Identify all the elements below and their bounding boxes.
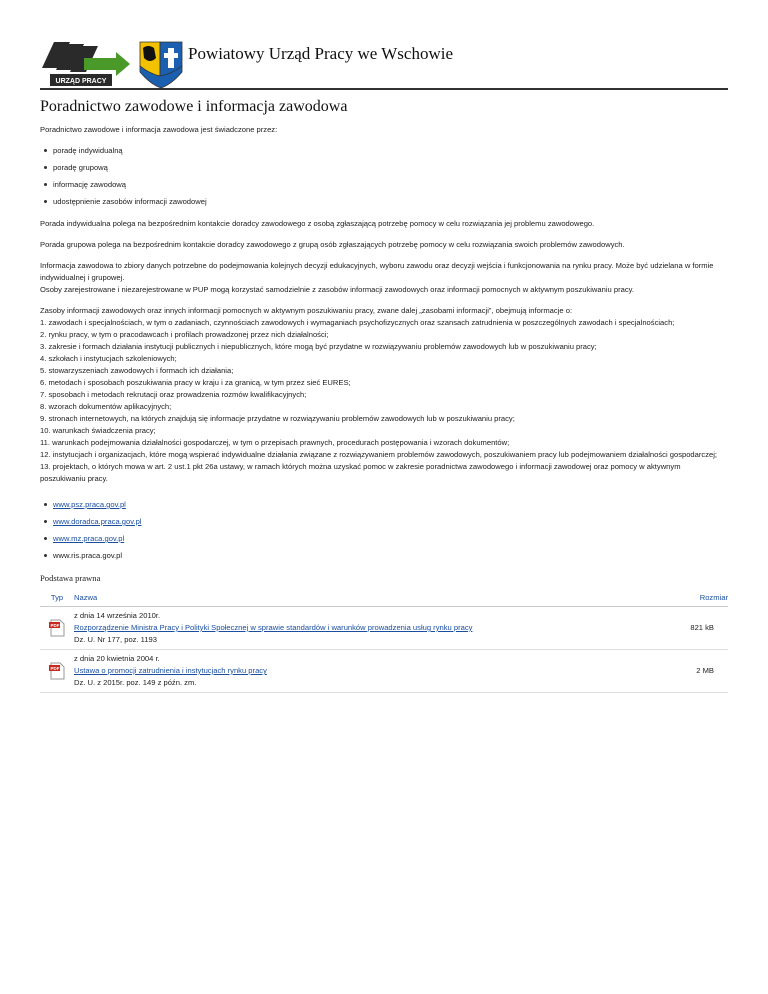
numbered-item: 2. rynku pracy, w tym o pracodawcach i profilach prowadzonej przez nich działalności; — [40, 330, 329, 339]
document-reference: Dz. U. z 2015r. poz. 149 z późn. zm. — [74, 678, 197, 687]
numbered-item: 10. warunkach świadczenia pracy; — [40, 426, 156, 435]
table-row — [40, 650, 728, 693]
header-type[interactable]: Typ — [40, 590, 74, 607]
svg-text:PDF: PDF — [50, 666, 60, 671]
size-cell: 821 kB — [668, 607, 728, 650]
numbered-list — [40, 317, 728, 485]
main-content — [40, 96, 728, 693]
urzad-pracy-logo[interactable] — [40, 38, 132, 88]
paragraph-info — [40, 260, 728, 296]
numbered-item: 4. szkołach i instytucjach szkoleniowych; — [40, 354, 177, 363]
legal-basis-heading: Podstawa prawna — [40, 573, 101, 583]
links-list — [40, 499, 728, 562]
table-header-row — [40, 590, 728, 607]
header-name[interactable]: Nazwa — [74, 590, 668, 607]
list-item — [53, 533, 728, 545]
svg-text:PDF: PDF — [50, 623, 60, 628]
type-cell — [40, 650, 74, 693]
numbered-item: 11. warunkach podejmowania działalności gospodarczej, w tym o przepisach prawnych, procedurach postępowania i wzorach dokumentów; — [40, 438, 510, 447]
list-item — [53, 516, 728, 528]
size-cell: 2 MB — [668, 650, 728, 693]
link-doradca[interactable]: www.doradca.praca.gov.pl — [53, 517, 142, 526]
svg-text:URZĄD PRACY: URZĄD PRACY — [55, 78, 107, 85]
list-item: poradę indywidualną — [53, 145, 728, 157]
numbered-item: 5. stowarzyszeniach zawodowych i formach ich działania; — [40, 366, 234, 375]
document-link[interactable]: Ustawa o promocji zatrudnienia i instytucjach rynku pracy — [74, 666, 267, 675]
documents-table — [40, 590, 728, 693]
list-item: udostępnienie zasobów informacji zawodowej — [53, 196, 728, 208]
list-item: informację zawodową — [53, 179, 728, 191]
link-psz[interactable]: www.psz.praca.gov.pl — [53, 500, 126, 509]
numbered-item: 12. instytucjach i organizacjach, które mogą wspierać indywidualne działania związane z rozwiązywaniem problemów zawodowych, poszukiwaniem pracy lub podejmowaniem działalności gospodarczej; — [40, 450, 718, 459]
header-size[interactable]: Rozmiar — [668, 590, 728, 607]
list-item — [53, 499, 728, 511]
pdf-icon[interactable] — [49, 619, 65, 637]
site-header — [40, 38, 728, 90]
name-cell — [74, 607, 668, 650]
document-link[interactable]: Rozporządzenie Ministra Pracy i Polityki Społecznej w sprawie standardów i warunków prowadzenia usług rynku pracy — [74, 623, 473, 632]
type-cell — [40, 607, 74, 650]
document-date: z dnia 14 września 2010r. — [74, 611, 161, 620]
numbered-item: 13. projektach, o których mowa w art. 2 ust.1 pkt 26a ustawy, w ramach których można uzyskać pomoc w zakresie poradnictwa zawodowego i informacji zawodowej oraz pomocy w aktywnym poszukiwaniu pracy. — [40, 462, 681, 483]
page-title: Poradnictwo zawodowe i informacja zawodowa — [40, 98, 348, 115]
numbered-item: 1. zawodach i specjalnościach, w tym o zadaniach, czynnościach zawodowych i wymaganiach psychofizycznych oraz szansach zatrudnienia w poszczególnych zawodach i specjalnościach; — [40, 318, 675, 327]
link-mz[interactable]: www.mz.praca.gov.pl — [53, 534, 125, 543]
name-cell — [74, 650, 668, 693]
list-item — [53, 550, 728, 562]
paragraph-info-b: Osoby zarejestrowane i niezarejestrowane w PUP mogą korzystać samodzielnie z zasobów informacji zawodowych oraz informacji pomocnych w aktywnym poszukiwaniu pracy. — [40, 285, 634, 294]
table-row — [40, 607, 728, 650]
numbered-item: 6. metodach i sposobach poszukiwania pracy w kraju i za granicą, w tym przez sieć EURES; — [40, 378, 351, 387]
header-divider — [40, 88, 728, 90]
paragraph-individual: Porada indywidualna polega na bezpośrednim kontakcie doradcy zawodowego z osobą zgłaszającą potrzebę pomocy w celu rozwiązania jej problemu zawodowego. — [40, 219, 595, 228]
pdf-icon[interactable] — [49, 662, 65, 680]
document-date: z dnia 20 kwietnia 2004 r. — [74, 654, 160, 663]
numbered-item: 8. wzorach dokumentów aplikacyjnych; — [40, 402, 172, 411]
paragraph-info-a: Informacja zawodowa to zbiory danych potrzebne do podejmowania kolejnych decyzji edukacyjnych, wyboru zawodu oraz decyzji wejścia i funkcjonowania na rynku pracy. Może być udzielana w formie indywidualnej i grupowej. — [40, 261, 714, 282]
intro-text: Poradnictwo zawodowe i informacja zawodowa jest świadczone przez: — [40, 125, 278, 134]
paragraph-resources — [40, 305, 728, 317]
service-forms-list — [40, 145, 728, 208]
resources-intro: Zasoby informacji zawodowych oraz innych informacji pomocnych w aktywnym poszukiwaniu pracy, zwane dalej „zasobami informacji”, obejmują informacje o: — [40, 306, 573, 315]
numbered-item: 3. zakresie i formach działania instytucji publicznych i niepublicznych, które mogą być przydatne w rozwiązywaniu problemów zawodowych lub w poszukiwaniu pracy; — [40, 342, 597, 351]
link-ris: www.ris.praca.gov.pl — [53, 551, 123, 560]
site-title: Powiatowy Urząd Pracy we Wschowie — [188, 44, 454, 63]
list-item: poradę grupową — [53, 162, 728, 174]
numbered-item: 7. sposobach i metodach rekrutacji oraz prowadzenia rozmów kwalifikacyjnych; — [40, 390, 307, 399]
document-reference: Dz. U. Nr 177, poz. 1193 — [74, 635, 158, 644]
paragraph-group: Porada grupowa polega na bezpośrednim kontakcie doradcy zawodowego z grupą osób zgłaszających potrzebę pomocy w celu rozwiązania swoich problemów zawodowych. — [40, 240, 625, 249]
numbered-item: 9. stronach internetowych, na których znajdują się informacje przydatne w rozwiązywaniu problemów zawodowych lub w poszukiwaniu pracy; — [40, 414, 515, 423]
